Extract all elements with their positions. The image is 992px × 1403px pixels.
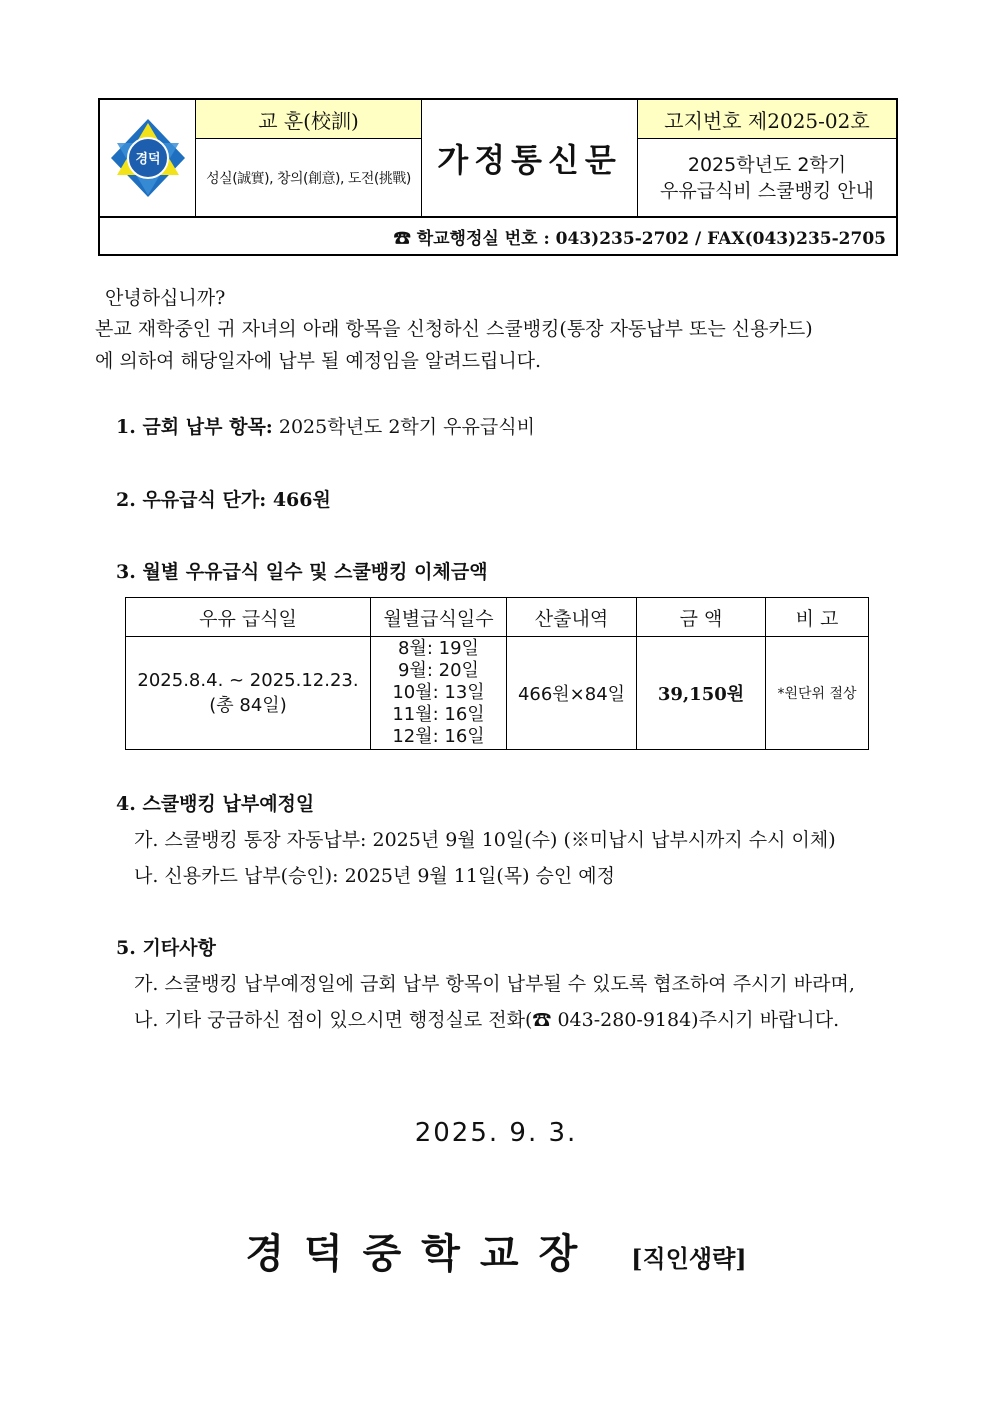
period-range: 2025.8.4. ~ 2025.12.23.: [137, 669, 359, 691]
notice-number: 고지번호 제2025-02호: [638, 100, 896, 139]
col-header-days: 월별급식일수: [371, 598, 507, 637]
signer-name: 경덕중학교장: [245, 1230, 598, 1277]
billing-table: [125, 597, 869, 750]
col-header-date: 우유 급식일: [126, 598, 371, 637]
subject-line-1: 2025학년도 2학기: [687, 153, 847, 176]
section-1-value: 2025학년도 2학기 우유급식비: [272, 416, 535, 438]
header-table: [98, 98, 898, 256]
signature-block: [0, 1222, 992, 1279]
month-item: 9월: 20일: [398, 660, 479, 681]
document-title: 가정통신문: [422, 100, 638, 216]
period-total: (총 84일): [209, 694, 287, 716]
intro-line-1: 본교 재학중인 귀 자녀의 아래 항목을 신청하신 스쿨뱅킹(통장 자동납부 또는 신용카드): [95, 318, 813, 340]
month-item: 10월: 13일: [392, 682, 485, 703]
school-logo-icon: [107, 117, 189, 199]
greeting: 안녕하십니까?: [105, 287, 226, 309]
motto-text: 성실(誠實), 창의(創意), 도전(挑戰): [196, 139, 422, 216]
table-header-row: [126, 598, 869, 637]
section-4: [116, 789, 314, 816]
col-header-calc: 산출내역: [507, 598, 637, 637]
cell-amount: 39,150원: [637, 637, 766, 750]
section-5: [116, 933, 216, 960]
subject-line-2: 우유급식비 스쿨뱅킹 안내: [660, 179, 874, 202]
month-item: 11월: 16일: [392, 704, 485, 725]
section-3: [116, 557, 488, 584]
section-4-label: 4. 스쿨뱅킹 납부예정일: [116, 793, 315, 815]
intro-line-2: 에 의하여 해당일자에 납부 될 예정임을 알려드립니다.: [95, 350, 542, 372]
section-2: [116, 485, 331, 512]
section-5-label: 5. 기타사항: [116, 937, 216, 959]
col-header-amount: 금 액: [637, 598, 766, 637]
section-5-item-a: 가. 스쿨뱅킹 납부예정일에 금회 납부 항목이 납부될 수 있도록 협조하여 주시기 바라며,: [134, 973, 855, 995]
contact-info: ☎ 학교행정실 번호 : 043)235-2702 / FAX(043)235-2705: [100, 216, 896, 254]
table-row: [126, 637, 869, 750]
section-1-label: 1. 금회 납부 항목:: [116, 416, 273, 438]
cell-calc: 466원×84일: [507, 637, 637, 750]
cell-month-days: [371, 637, 507, 750]
school-logo-cell: [100, 100, 196, 216]
col-header-note: 비 고: [766, 598, 869, 637]
cell-note: *원단위 절상: [766, 637, 869, 750]
seal-note: [직인생략]: [631, 1244, 747, 1273]
section-5-item-b: 나. 기타 궁금하신 점이 있으시면 행정실로 전화(☎ 043-280-9184)주시기 바랍니다.: [134, 1009, 840, 1031]
section-4-item-b: 나. 신용카드 납부(승인): 2025년 9월 11일(목) 승인 예정: [134, 865, 616, 887]
motto-title: 교 훈(校訓): [196, 100, 422, 139]
month-item: 12월: 16일: [392, 726, 485, 747]
section-2-label: 2. 우유급식 단가: 466원: [116, 489, 331, 511]
section-4-item-a: 가. 스쿨뱅킹 통장 자동납부: 2025년 9월 10일(수) (※미납시 납부시까지 수시 이체): [134, 829, 836, 851]
logo-text: 경덕: [134, 152, 161, 167]
section-1: [116, 412, 535, 439]
section-3-label: 3. 월별 우유급식 일수 및 스쿨뱅킹 이체금액: [116, 561, 488, 583]
month-item: 8월: 19일: [398, 638, 479, 659]
issue-date: 2025. 9. 3.: [414, 1118, 578, 1148]
cell-period: [126, 637, 371, 750]
notice-subject: [638, 139, 896, 216]
